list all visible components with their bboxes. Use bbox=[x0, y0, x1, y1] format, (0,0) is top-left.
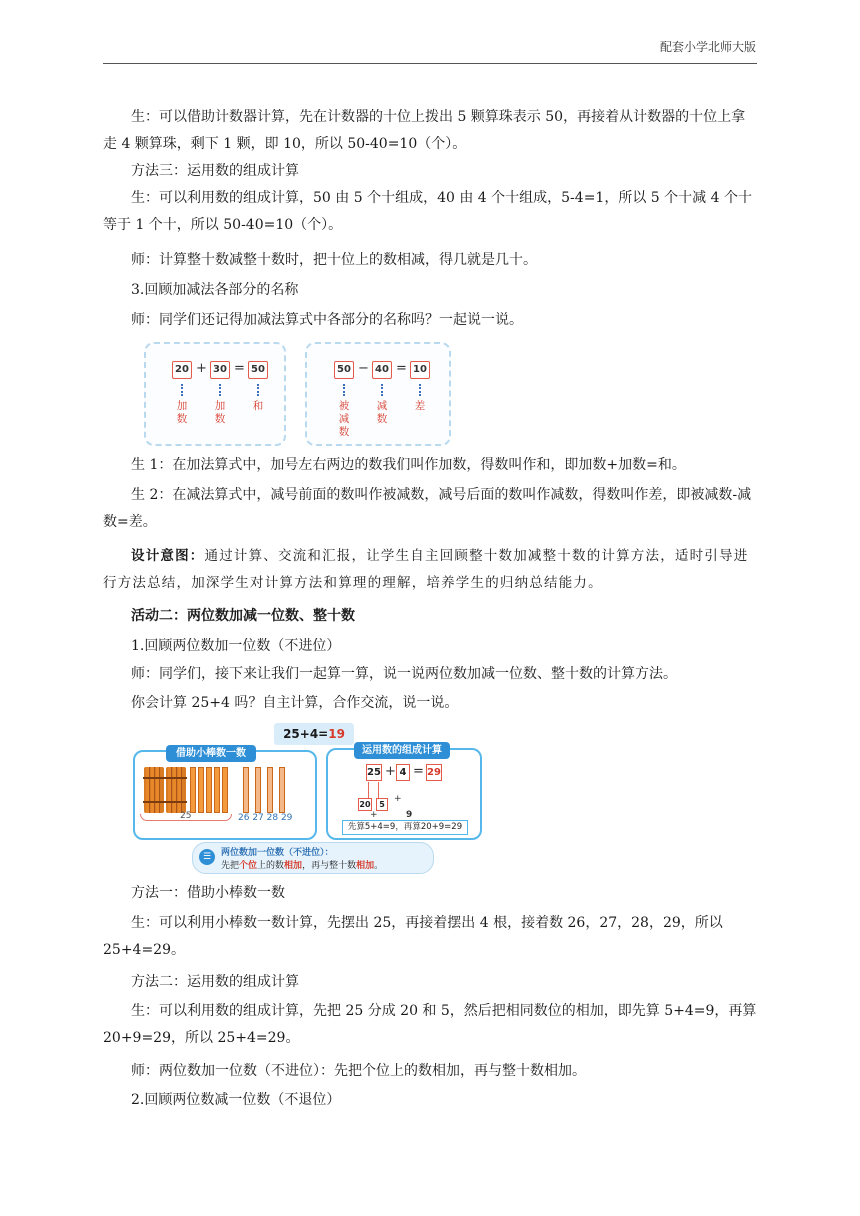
equals-sign: = bbox=[234, 361, 245, 376]
plus-mark: + bbox=[394, 794, 402, 804]
dots-connector bbox=[257, 384, 261, 396]
design-text: 通过计算、交流和汇报，让学生自主回顾整十数加减整十数的计算方法，适时引导进行方法总结，加深学生对计算方法和算理的理解，培养学生的归纳总结能力。 bbox=[103, 548, 749, 591]
eq-addend-b: 4 bbox=[396, 764, 410, 781]
paragraph: 你会计算 25+4 吗？自主计算，合作交流，说一说。 bbox=[131, 695, 459, 711]
paragraph: 生：可以利用数的组成计算，先把 25 分成 20 和 5，然后把相同数位的相加，即先算 5+4=9，再算 20+9=29，所以 25+4=29。 bbox=[103, 1003, 757, 1046]
paragraph: 方法三：运用数的组成计算 bbox=[131, 163, 299, 179]
partial-sum: 9 bbox=[406, 810, 413, 820]
single-stick bbox=[190, 767, 196, 813]
design-label: 设计意图： bbox=[131, 548, 205, 564]
stick-bundle bbox=[166, 767, 186, 813]
equation-result: 19 bbox=[328, 727, 345, 741]
dots-connector bbox=[381, 384, 385, 396]
label-subtrahend: 减数 bbox=[376, 400, 388, 425]
subtrahend: 40 bbox=[372, 361, 392, 379]
eq-addend-a: 25 bbox=[366, 764, 382, 781]
eq-result: 29 bbox=[426, 764, 442, 781]
single-stick bbox=[198, 767, 204, 813]
publisher-label: 配套小学北师大版 bbox=[659, 40, 756, 54]
paragraph: 生：可以利用数的组成计算，50 由 5 个十组成，40 由 4 个十组成，5-4=1，所以 5 个十减 4 个十等于 1 个十，所以 50-40=10（个）。 bbox=[103, 190, 752, 233]
sum-value: 50 bbox=[248, 361, 268, 379]
paragraph: 师：两位数加一位数（不进位）：先把个位上的数相加，再与整十数相加。 bbox=[131, 1063, 586, 1079]
bundle-count-label: 25 bbox=[180, 811, 192, 821]
equation-text: 25+4= bbox=[283, 727, 329, 741]
stick-bundle bbox=[144, 767, 164, 813]
equals-sign: = bbox=[396, 361, 407, 376]
plus-sign: + bbox=[196, 361, 207, 376]
summary-text: 先把个位上的数相加，再与整十数相加。 bbox=[221, 861, 384, 871]
difference-value: 10 bbox=[410, 361, 430, 379]
summary-callout bbox=[192, 842, 434, 874]
paragraph: 方法一：借助小棒数一数 bbox=[131, 885, 285, 901]
label-addend-a: 加数 bbox=[176, 400, 188, 425]
count-labels: 26 27 28 29 bbox=[238, 813, 293, 823]
paragraph: 3.回顾加减法各部分的名称 bbox=[131, 282, 299, 298]
paragraph: 生 1：在加法算式中，加号左右两边的数我们叫作加数，得数叫作和，即加数+加数=和。 bbox=[131, 457, 686, 473]
figure-25-plus-4 bbox=[130, 720, 486, 876]
paragraph: 师：计算整十数减整十数时，把十位上的数相减，得几就是几十。 bbox=[131, 252, 537, 268]
summary-title: 两位数加一位数（不进位）： bbox=[221, 848, 334, 858]
split-line bbox=[368, 782, 369, 798]
added-stick bbox=[243, 767, 249, 813]
paragraph: 生：可以借助计数器计算，先在计数器的十位上拨出 5 颗算珠表示 50，再接着从计数器的十位上拿走 4 颗算珠，剩下 1 颗，即 10，所以 50-40=10（个）。 bbox=[103, 109, 746, 152]
equals-sign: = bbox=[413, 764, 424, 779]
single-stick bbox=[214, 767, 220, 813]
dots-connector bbox=[181, 384, 185, 396]
sticks-panel-title: 借助小棒数一数 bbox=[166, 745, 256, 762]
split-ones: 5 bbox=[376, 798, 388, 811]
single-stick bbox=[222, 767, 228, 813]
addition-card bbox=[144, 342, 286, 446]
label-minuend: 被减数 bbox=[338, 400, 350, 438]
header-rule bbox=[103, 63, 757, 64]
summary-icon: ☰ bbox=[199, 849, 215, 865]
paragraph: 师：同学们还记得加减法算式中各部分的名称吗？一起说一说。 bbox=[131, 312, 523, 328]
paragraph: 生 2：在减法算式中，减号前面的数叫作被减数，减号后面的数叫作减数，得数叫作差，即被减数-减数=差。 bbox=[103, 487, 752, 530]
added-stick bbox=[279, 767, 285, 813]
formula-note: 先算5+4=9，再算20+9=29 bbox=[342, 820, 468, 835]
paragraph: 2.回顾两位数减一位数（不退位） bbox=[131, 1092, 341, 1108]
added-stick bbox=[267, 767, 273, 813]
split-line bbox=[378, 782, 379, 798]
split-tens: 20 bbox=[359, 800, 371, 809]
minus-sign: − bbox=[358, 361, 369, 376]
added-stick bbox=[255, 767, 261, 813]
dots-connector bbox=[219, 384, 223, 396]
minuend: 50 bbox=[334, 361, 354, 379]
subtraction-card bbox=[305, 342, 451, 446]
label-difference: 差 bbox=[414, 400, 426, 412]
plus-sign: + bbox=[385, 764, 396, 779]
section-heading: 活动二：两位数加减一位数、整十数 bbox=[131, 608, 355, 624]
design-intent bbox=[103, 543, 757, 597]
paragraph: 方法二：运用数的组成计算 bbox=[131, 974, 299, 990]
addend-a: 20 bbox=[172, 361, 192, 379]
dots-connector bbox=[343, 384, 347, 396]
composition-panel-title: 运用数的组成计算 bbox=[354, 742, 450, 759]
paragraph: 生：可以利用小棒数一数计算，先摆出 25，再接着摆出 4 根，接着数 26，27，28，29，所以 25+4=29。 bbox=[103, 915, 723, 958]
single-stick bbox=[206, 767, 212, 813]
addend-b: 30 bbox=[210, 361, 230, 379]
plus-mark: + bbox=[370, 810, 378, 820]
equation-banner bbox=[274, 723, 354, 745]
label-sum: 和 bbox=[252, 400, 264, 412]
label-addend-b: 加数 bbox=[214, 400, 226, 425]
paragraph: 1.回顾两位数加一位数（不进位） bbox=[131, 638, 341, 654]
paragraph: 师：同学们，接下来让我们一起算一算，说一说两位数加减一位数、整十数的计算方法。 bbox=[131, 666, 677, 682]
dots-connector bbox=[419, 384, 423, 396]
